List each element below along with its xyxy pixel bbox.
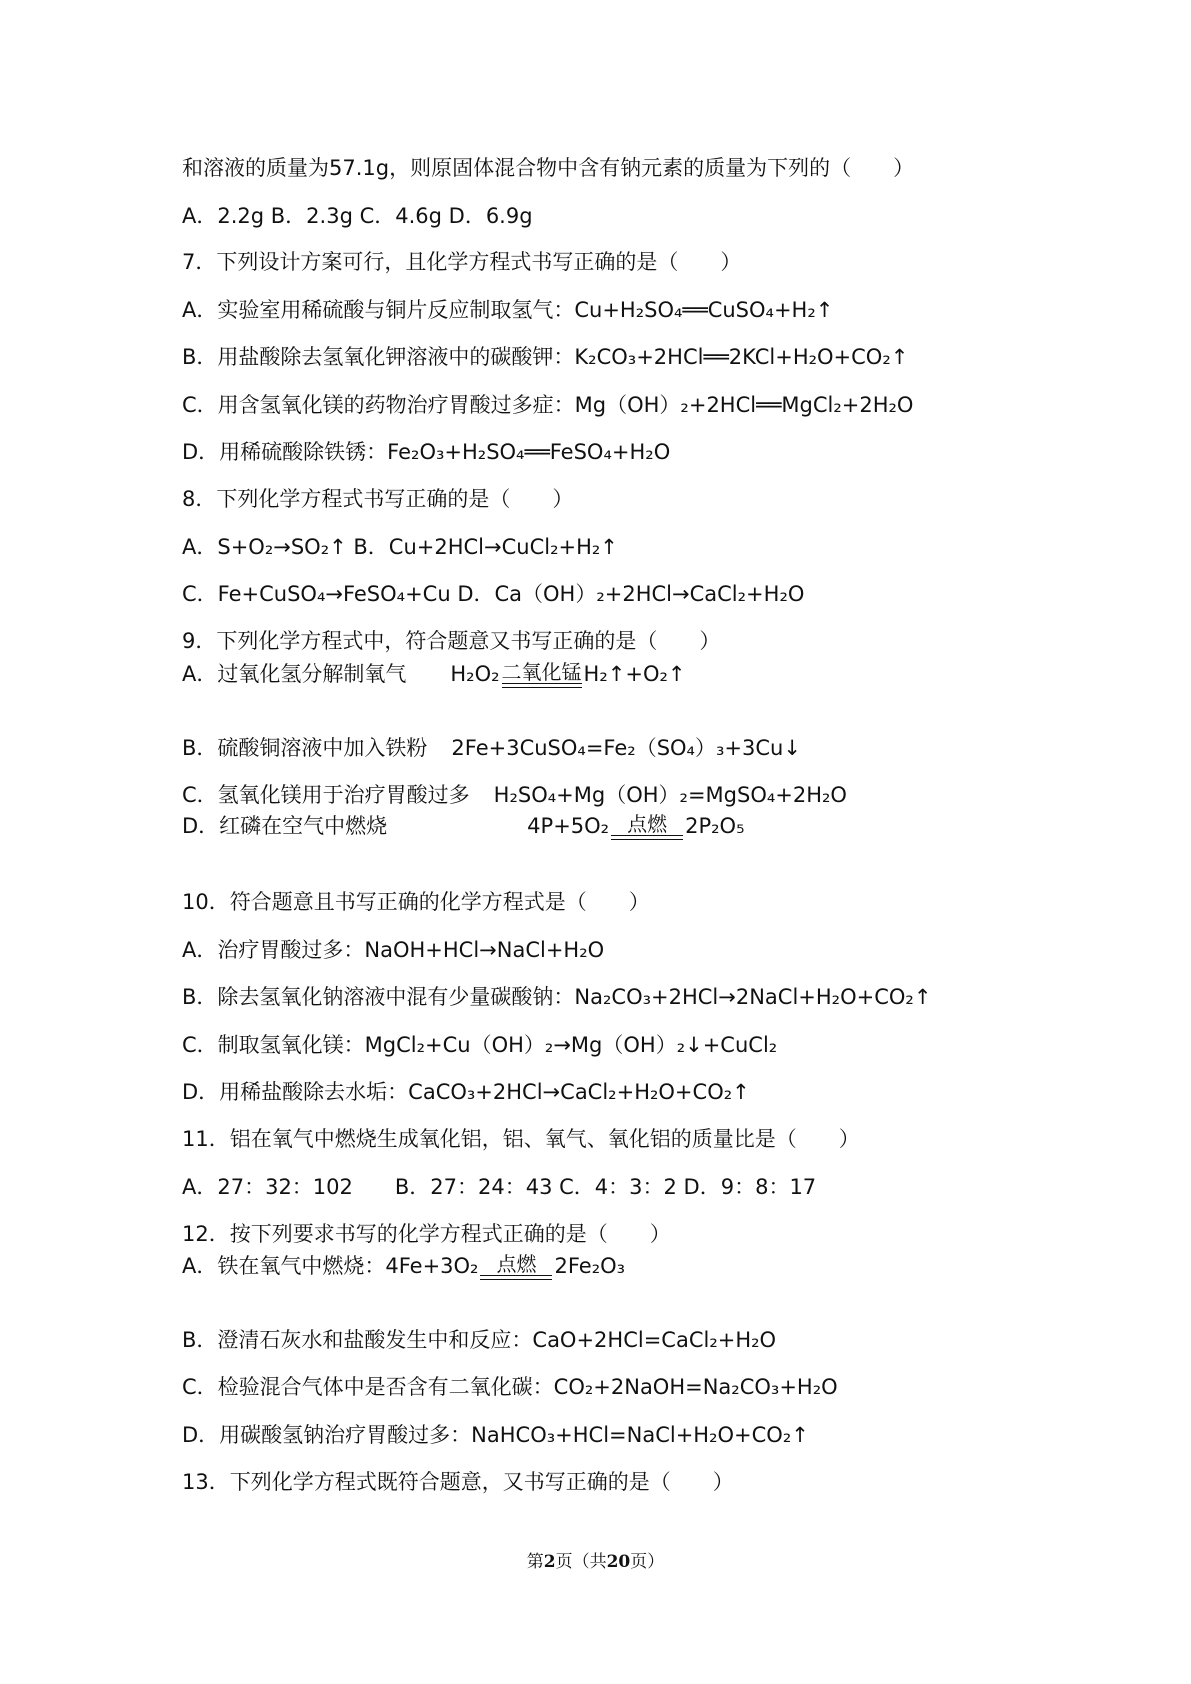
options-8ab: A．S+O₂→SO₂↑ B．Cu+2HCl→CuCl₂+H₂↑ xyxy=(182,535,618,559)
equals-bar xyxy=(502,683,582,688)
answer-options: A．2.2g B．2.3g C．4.6g D．6.9g xyxy=(182,204,533,228)
option-10d: D．用稀盐酸除去水垢：CaCO₃+2HCl→CaCl₂+H₂O+CO₂↑ xyxy=(182,1080,750,1104)
condition-label: 点燃 xyxy=(627,812,668,836)
equation-right: 2Fe₂O₃ xyxy=(554,1254,626,1278)
question-8: 8．下列化学方程式书写正确的是（ ） xyxy=(182,487,574,511)
option-7b: B．用盐酸除去氢氧化钾溶液中的碳酸钾：K₂CO₃+2HCl══2KCl+H₂O+CO₂↑ xyxy=(182,345,909,369)
options-11: A．27：32：102 B．27：24：43 C．4：3：2 D．9：8：17 xyxy=(182,1175,817,1199)
option-10a: A．治疗胃酸过多：NaOH+HCl→NaCl+H₂O xyxy=(182,938,605,962)
text-line: 和溶液的质量为57.1g，则原固体混合物中含有钠元素的质量为下列的（ ） xyxy=(182,156,915,180)
question-10: 10．符合题意且书写正确的化学方程式是（ ） xyxy=(182,890,650,914)
option-7d: D．用稀硫酸除铁锈：Fe₂O₃+H₂SO₄══FeSO₄+H₂O xyxy=(182,440,671,464)
reaction-condition xyxy=(480,1253,552,1280)
question-12: 12．按下列要求书写的化学方程式正确的是（ ） xyxy=(182,1222,671,1246)
option-9d-text: D．红磷在空气中燃烧 xyxy=(182,814,388,838)
option-7c: C．用含氢氧化镁的药物治疗胃酸过多症：Mg（OH）₂+2HCl══MgCl₂+2H₂O xyxy=(182,393,914,417)
footer-suffix: 页） xyxy=(630,1552,665,1572)
equals-bar xyxy=(611,835,683,840)
option-9b-text: B．硫酸铜溶液中加入铁粉 xyxy=(182,736,428,760)
option-9a xyxy=(182,660,686,688)
equation-right: H₂↑+O₂↑ xyxy=(583,662,686,686)
equation: 2Fe+3CuSO₄=Fe₂（SO₄）₃+3Cu↓ xyxy=(451,736,801,760)
question-9: 9．下列化学方程式中，符合题意又书写正确的是（ ） xyxy=(182,629,721,653)
equation-left: H₂O₂ xyxy=(450,662,500,686)
option-9a-text: A．过氧化氢分解制氧气 xyxy=(182,662,407,686)
option-9b xyxy=(182,734,801,762)
question-7: 7．下列设计方案可行，且化学方程式书写正确的是（ ） xyxy=(182,250,742,274)
option-12a-text: A．铁在氧气中燃烧：4Fe+3O₂ xyxy=(182,1254,479,1278)
page-footer xyxy=(0,1547,1191,1572)
equation-left: 4P+5O₂ xyxy=(527,814,610,838)
reaction-condition xyxy=(502,661,582,688)
option-12c: C．检验混合气体中是否含有二氧化碳：CO₂+2NaOH=Na₂CO₃+H₂O xyxy=(182,1375,838,1399)
footer-prefix: 第 xyxy=(526,1552,544,1572)
options-8cd: C．Fe+CuSO₄→FeSO₄+Cu D．Ca（OH）₂+2HCl→CaCl₂+H₂O xyxy=(182,582,805,606)
option-9c-text: C．氢氧化镁用于治疗胃酸过多 xyxy=(182,783,470,807)
equation-right: 2P₂O₅ xyxy=(685,814,745,838)
condition-label: 点燃 xyxy=(496,1252,537,1276)
option-12b: B．澄清石灰水和盐酸发生中和反应：CaO+2HCl=CaCl₂+H₂O xyxy=(182,1328,777,1352)
condition-label: 二氧化锰 xyxy=(501,660,582,684)
reaction-condition xyxy=(611,813,683,840)
question-13: 13．下列化学方程式既符合题意，又书写正确的是（ ） xyxy=(182,1470,734,1494)
option-9c xyxy=(182,781,847,809)
option-10c: C．制取氢氧化镁：MgCl₂+Cu（OH）₂→Mg（OH）₂↓+CuCl₂ xyxy=(182,1033,778,1057)
equals-bar xyxy=(480,1275,552,1280)
option-12a xyxy=(182,1252,625,1280)
option-7a: A．实验室用稀硫酸与铜片反应制取氢气：Cu+H₂SO₄══CuSO₄+H₂↑ xyxy=(182,298,834,322)
question-11: 11．铝在氧气中燃烧生成氧化铝，铝、氧气、氧化铝的质量比是（ ） xyxy=(182,1127,860,1151)
option-12d: D．用碳酸氢钠治疗胃酸过多：NaHCO₃+HCl=NaCl+H₂O+CO₂↑ xyxy=(182,1423,809,1447)
footer-middle: 页（共 xyxy=(555,1552,607,1572)
option-10b: B．除去氢氧化钠溶液中混有少量碳酸钠：Na₂CO₃+2HCl→2NaCl+H₂O+CO₂↑ xyxy=(182,985,932,1009)
page-number: 2 xyxy=(543,1552,556,1572)
total-pages: 20 xyxy=(606,1552,631,1572)
option-9d xyxy=(182,812,745,840)
equation: H₂SO₄+Mg（OH）₂=MgSO₄+2H₂O xyxy=(493,783,847,807)
